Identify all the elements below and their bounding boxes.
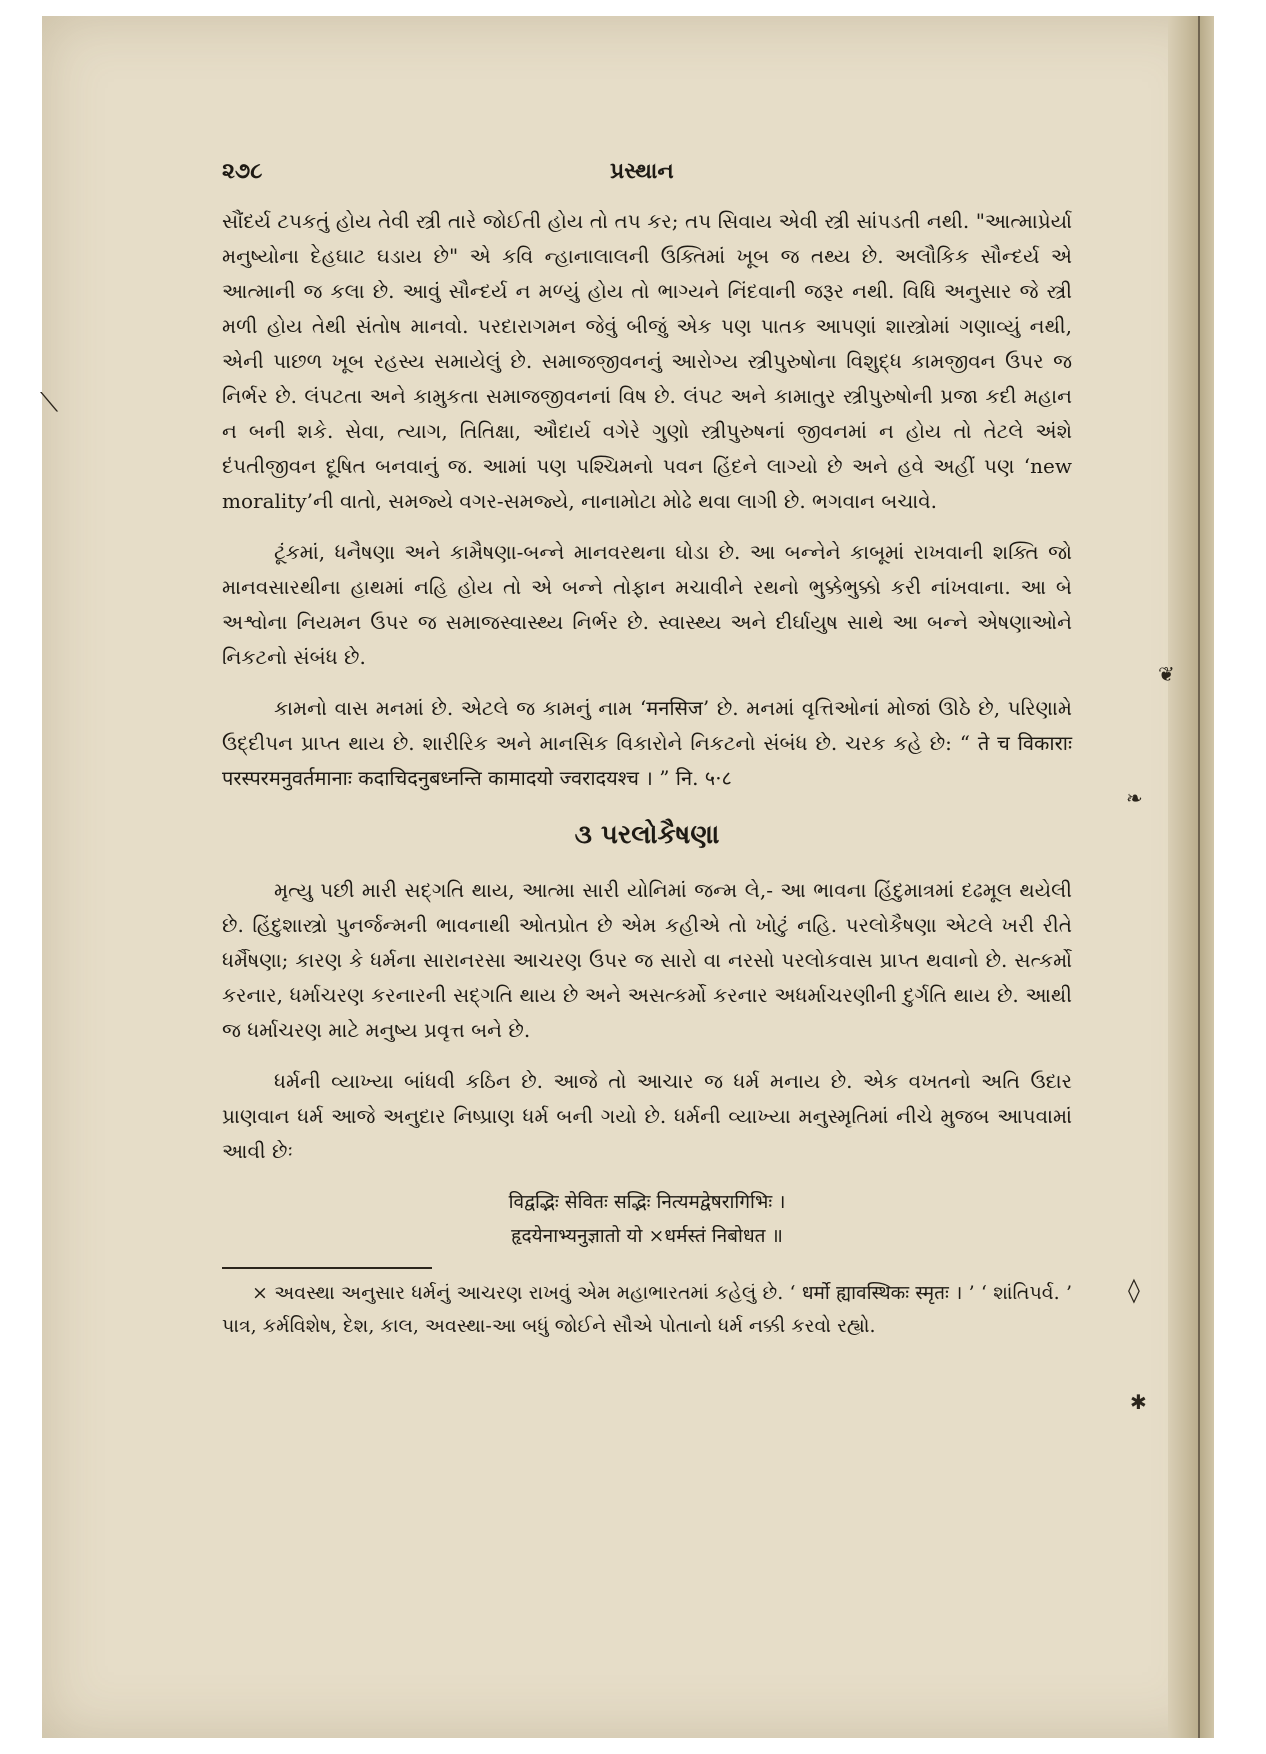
paragraph: મૃત્યુ પછી મારી સદ્ગતિ થાય, આત્મા સારી યોનિમાં જન્મ લે,- આ ભાવના હિંદુમાત્રમાં દઢમૂલ થયેલી છે. હિંદુશાસ્ત્રો પુનર્જન્મની ભાવનાથી ઓતપ્રોત છે એમ કહીએ તો ખોટું નહિ. પરલોકૈષણા એટલે ખરી રીતે ધર્મૈષણા; કારણ કે ધર્મના સારાનરસા આચરણ ઉપર જ સારો વા નરસો પરલોકવાસ પ્રાપ્ત થવાનો છે. સત્કર્મો કરનાર, ધર્માચરણ કરનારની સદ્ગતિ થાય છે અને અસત્કર્મો કરનાર અધર્માચરણીની દુર્ગતિ થાય છે. આથી જ ધર્માચરણ માટે મનુષ્ય પ્રવૃત્ત બને છે. (222, 878, 1072, 1042)
running-head: પ્રસ્થાન (610, 158, 674, 184)
paragraph: ધર્મની વ્યાખ્યા બાંધવી કઠિન છે. આજે તો આચાર જ ધર્મ મનાય છે. એક વખતનો અતિ ઉદાર પ્રાણવાન ધર્મ આજે અનુદાર નિષ્પ્રાણ ધર્મ બની ગયો છે. ધર્મની વ્યાખ્યા મનુસ્મૃતિમાં નીચે મુજબ આપવામાં આવી છેઃ (222, 1069, 1072, 1163)
paragraph: સૌંદર્ય ટપકતું હોય તેવી સ્ત્રી તારે જોઈતી હોય તો તપ કર; તપ સિવાય એવી સ્ત્રી સાંપડતી નથી. "આત્માપ્રેર્યા મનુષ્યોના દેહઘાટ ઘડાય છે" એ કવિ ન્હાનાલાલની ઉક્તિમાં ખૂબ જ તથ્ય છે. અલૌકિક સૌન્દર્ય એ આત્માની જ કલા છે. આવું સૌન્દર્ય ન મળ્યું હોય તો ભાગ્યને નિંદવાની જરૂર નથી. વિધિ અનુસાર જે સ્ત્રી મળી હોય તેથી સંતોષ માનવો. પરદારાગમન જેવું બીજું એક પણ પાતક આપણાં શાસ્ત્રોમાં ગણાવ્યું નથી, એની પાછળ ખૂબ રહસ્ય સમાયેલું છે. સમાજજીવનનું આરોગ્ય સ્ત્રીપુરુષોના વિશુદ્ધ કામજીવન ઉપર જ નિર્ભર છે. લંપટતા અને કામુકતા સમાજજીવનનાં વિષ છે. લંપટ અને કામાતુર સ્ત્રીપુરુષોની પ્રજા કદી મહાન ન બની શકે. સેવા, ત્યાગ, તિતિક્ષા, ઔદાર્ય વગેરે ગુણો સ્ત્રીપુરુષનાં જીવનમાં ન હોય તો તેટલે અંશે દંપતીજીવન દૂષિત બનવાનું જ. આમાં પણ પશ્ચિમનો પવન હિંદને લાગ્યો છે અને હવે અહીં પણ ‘new morality’ની વાતો, સમજ્યે વગર-સમજ્યે, નાનામોટા મોઢે થવા લાગી છે. ભગવાન બચાવે. (222, 209, 1072, 513)
page-number: ૨૭૮ (222, 158, 263, 184)
sanskrit-verse (222, 1185, 1072, 1253)
footnote-rule (222, 1267, 432, 1269)
footnote: × અવસ્થા અનુસાર ધર્મનું આચરણ રાખવું એમ મહાભારતમાં કહેલું છે. ‘ धर्मो ह्यावस्थिकः स्मृतः । ’ ‘ શાંતિપર્વ. ’ પાત્ર, કર્મવિશેષ, દેશ, કાલ, અવસ્થા-આ બધું જોઈને સૌએ પોતાનો ધર્મ નક્કી કરવો રહ્યો. (222, 1282, 1072, 1337)
margin-mark: ❦ (1158, 662, 1175, 686)
page-edge-line (1198, 16, 1200, 1738)
margin-mark: ⟍ (40, 388, 59, 418)
margin-mark: ❧ (1126, 786, 1143, 810)
margin-mark: ◊ (1128, 1276, 1140, 1304)
verse-line: हृदयेनाभ्यनुज्ञातो यो ×धर्मस्तं निबोधत ॥ (511, 1225, 783, 1247)
margin-mark: ✱ (1130, 1390, 1147, 1414)
book-gutter (1168, 16, 1214, 1738)
page-content (222, 158, 1072, 1343)
section-title: ૩ પરલોકૈષણા (574, 820, 720, 850)
verse-line: विद्वद्भिः सेवितः सद्भिः नित्यमद्वेषरागिभिः । (508, 1191, 786, 1213)
paragraph: કામનો વાસ મનમાં છે. એટલે જ કામનું નામ ‘मनसिज’ છે. મનમાં વૃત્તિઓનાં મોજાં ઊઠે છે, પરિણામે ઉદ્દીપન પ્રાપ્ત થાય છે. શારીરિક અને માનસિક વિકારોને નિકટનો સંબંધ છે. ચરક કહે છે: “ ते च विकाराः परस्परमनुवर्तमानाः कदाचिदनुबध्नन्ति कामादयो ज्वरादयश्च । ” नि. ५·८ (222, 696, 1072, 790)
paragraph: ટૂંકમાં, ધનૈષણા અને કામૈષણા-બન્ને માનવરથના ઘોડા છે. આ બન્નેને કાબૂમાં રાખવાની શક્તિ જો માનવસારથીના હાથમાં નહિ હોય તો એ બન્ને તોફાન મચાવીને રથનો ભુક્કેભુક્કો કરી નાંખવાના. આ બે અશ્વોના નિયમન ઉપર જ સમાજસ્વાસ્થ્ય નિર્ભર છે. સ્વાસ્થ્ય અને દીર્ઘાયુષ સાથે આ બન્ને એષણાઓને નિકટનો સંબંધ છે. (222, 540, 1072, 669)
page-header (222, 158, 1072, 184)
